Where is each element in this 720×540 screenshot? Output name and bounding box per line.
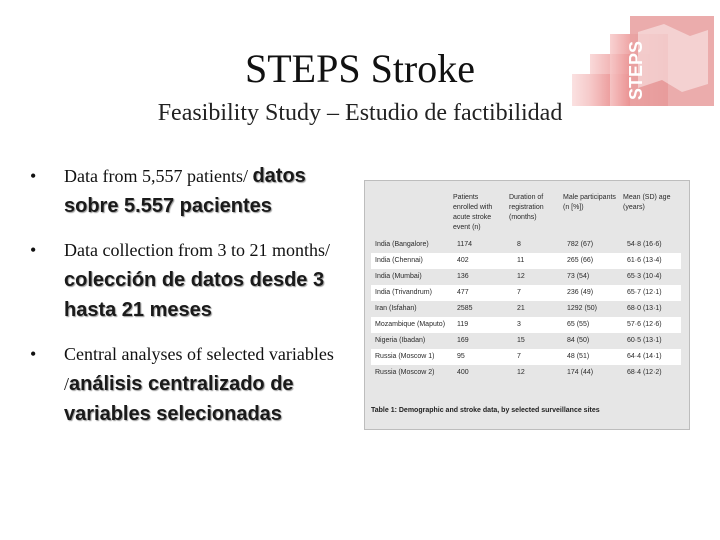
cell-site: Russia (Moscow 1) — [375, 353, 435, 360]
cell-enrolled: 136 — [457, 273, 469, 280]
cell-male: 236 (49) — [567, 289, 594, 296]
header-age: Mean (SD) age (years) — [623, 194, 671, 211]
slide-title: STEPS Stroke — [244, 46, 476, 91]
cell-site: India (Trivandrum) — [375, 289, 432, 296]
bullet-english-text: Central analyses of selected variables / — [64, 344, 334, 394]
svg-text:STEPS: STEPS — [626, 40, 646, 100]
cell-male: 65 (55) — [567, 321, 590, 328]
cell-age: 54·8 (16·6) — [627, 241, 662, 248]
cell-site: Russia (Moscow 2) — [375, 369, 435, 376]
cell-age: 68·0 (13·1) — [627, 305, 662, 312]
cell-site: Iran (Isfahan) — [375, 305, 417, 312]
cell-male: 265 (66) — [567, 257, 594, 264]
bullet-spanish-text: colección de datos desde 3 hasta 21 meses — [64, 269, 325, 321]
cell-male: 48 (51) — [567, 353, 590, 360]
table-row — [371, 269, 681, 285]
header-duration: Duration of registration (months) — [509, 194, 544, 221]
cell-enrolled: 2585 — [457, 305, 473, 312]
cell-duration: 11 — [517, 257, 525, 264]
cell-male: 174 (44) — [567, 369, 594, 376]
table-row — [371, 317, 681, 333]
bullet-item — [30, 162, 348, 222]
bullet-marker: • — [30, 344, 37, 364]
bullet-item — [30, 340, 348, 430]
header-male: Male participants (n [%]) — [563, 194, 616, 211]
cell-enrolled: 400 — [457, 369, 469, 376]
cell-male: 1292 (50) — [567, 305, 597, 312]
cell-male: 782 (67) — [567, 241, 594, 248]
table-row — [371, 333, 681, 349]
cell-age: 65·3 (10·4) — [627, 273, 662, 280]
cell-male: 73 (54) — [567, 273, 590, 280]
bullet-spanish-text: datos sobre 5.557 pacientes — [64, 165, 306, 217]
bullet-english-text: Data from 5,557 patients/ — [64, 166, 253, 186]
table-header — [365, 181, 689, 237]
cell-duration: 3 — [517, 321, 521, 328]
table-row — [371, 365, 681, 381]
table-row — [371, 237, 681, 253]
cell-site: India (Mumbai) — [375, 273, 422, 280]
cell-site: India (Bangalore) — [375, 241, 429, 248]
cell-enrolled: 169 — [457, 337, 469, 344]
cell-enrolled: 477 — [457, 289, 469, 296]
cell-site: Nigeria (Ibadan) — [375, 337, 426, 344]
header-enrolled: Patients enrolled with acute stroke event (n) — [453, 194, 493, 231]
cell-duration: 15 — [517, 337, 525, 344]
cell-age: 65·7 (12·1) — [627, 289, 662, 296]
cell-duration: 8 — [517, 241, 521, 248]
table-row — [371, 285, 681, 301]
cell-age: 64·4 (14·1) — [627, 353, 662, 360]
cell-enrolled: 95 — [457, 353, 465, 360]
cell-enrolled: 119 — [457, 321, 469, 328]
demographic-table-image — [364, 180, 690, 430]
table-row — [371, 253, 681, 269]
table-caption: Table 1: Demographic and stroke data, by selected surveillance sites — [371, 407, 600, 414]
table-body — [371, 237, 681, 381]
table-row — [371, 301, 681, 317]
cell-enrolled: 1174 — [457, 241, 473, 248]
cell-age: 68·4 (12·2) — [627, 369, 662, 376]
cell-male: 84 (50) — [567, 337, 590, 344]
bullet-list — [30, 162, 348, 444]
bullet-marker: • — [30, 166, 37, 186]
cell-age: 60·5 (13·1) — [627, 337, 662, 344]
cell-site: Mozambique (Maputo) — [375, 321, 446, 328]
bullet-spanish-text: análisis centralizado de variables selecionadas — [64, 373, 294, 425]
cell-duration: 12 — [517, 273, 525, 280]
cell-enrolled: 402 — [457, 257, 469, 264]
cell-site: India (Chennai) — [375, 257, 423, 264]
cell-duration: 12 — [517, 369, 525, 376]
bullet-english-text: Data collection from 3 to 21 months/ — [64, 240, 330, 260]
slide-subtitle: Feasibility Study – Estudio de factibilidad — [157, 100, 563, 126]
table-row — [371, 349, 681, 365]
cell-age: 57·6 (12·6) — [627, 321, 662, 328]
cell-duration: 21 — [517, 305, 525, 312]
cell-age: 61·6 (13·4) — [627, 257, 662, 264]
cell-duration: 7 — [517, 289, 521, 296]
bullet-item — [30, 236, 348, 326]
bullet-marker: • — [30, 240, 37, 260]
cell-duration: 7 — [517, 353, 521, 360]
